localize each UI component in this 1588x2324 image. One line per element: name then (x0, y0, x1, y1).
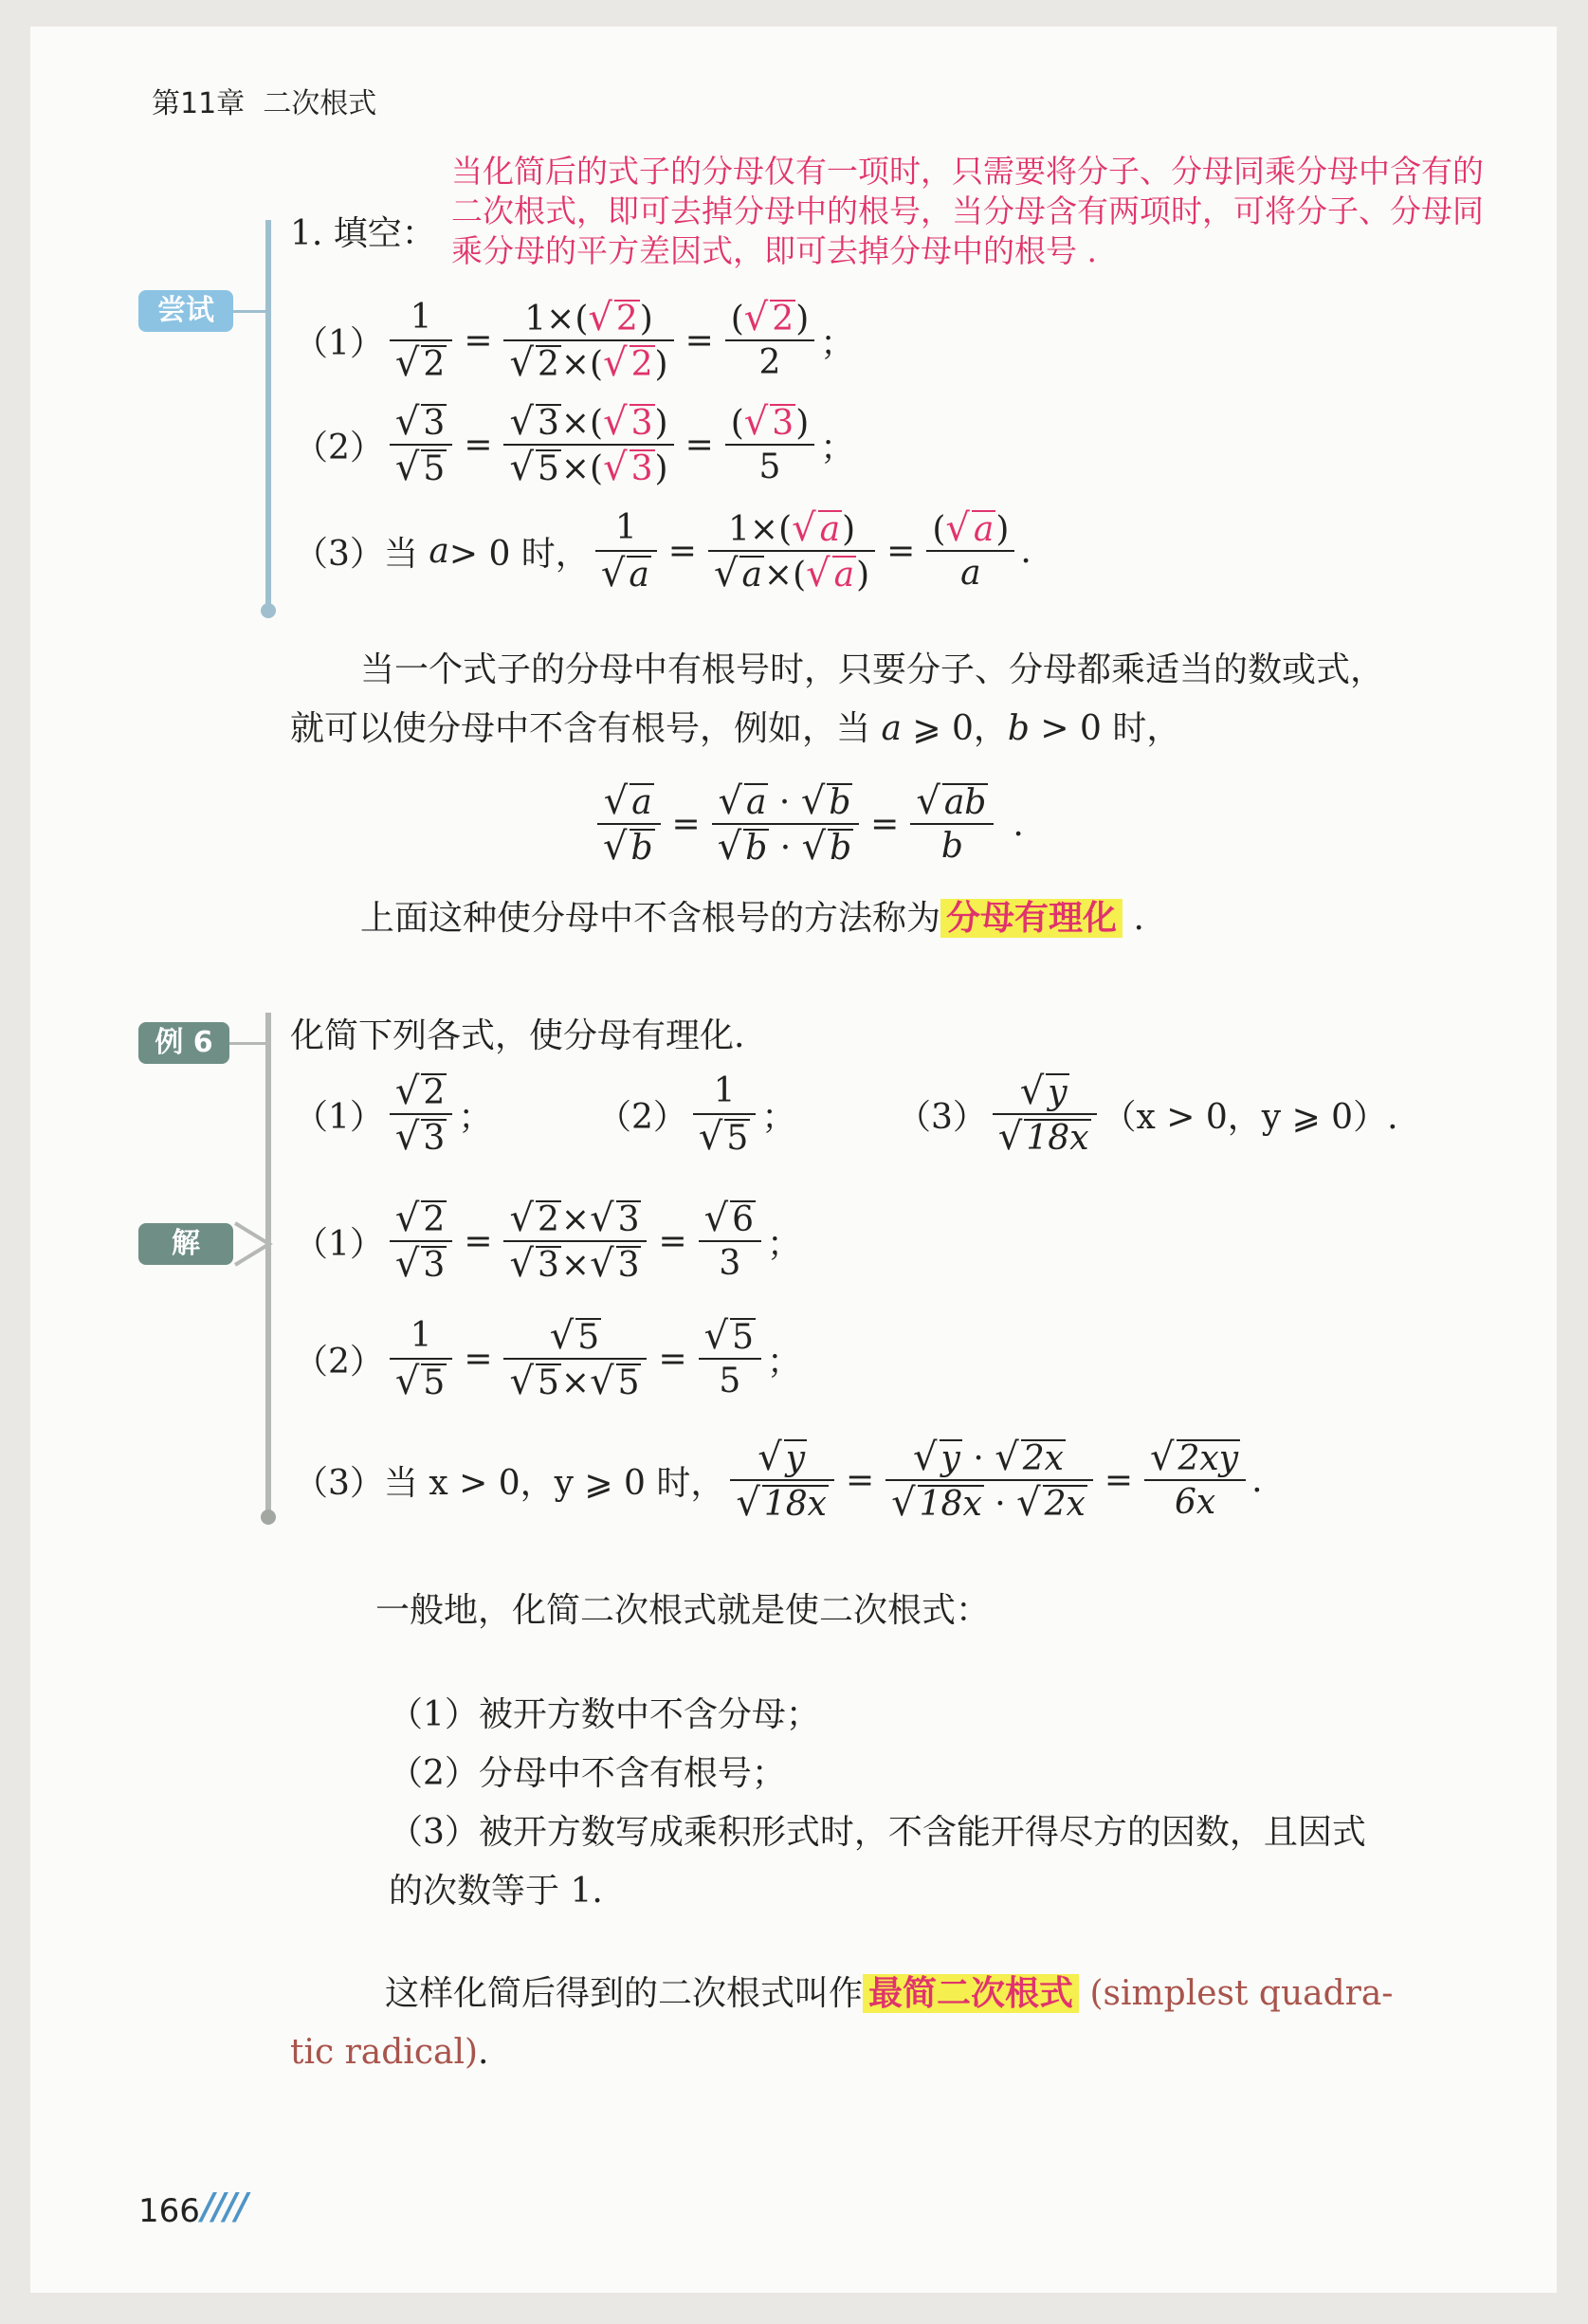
example-tag: 例 6 (138, 1022, 229, 1064)
chapter-number: 第11章 (152, 87, 246, 120)
try-line-end-dot (261, 603, 276, 618)
chapter-header (152, 80, 376, 121)
rule-1: （1）被开方数中不含分母； (389, 1695, 820, 1734)
try-item-3: （3） 当 a > 0 时， $\frac{1}{√ a}$ = $\frac{1\times(√ a)}{√ a\times(√ a)}$ = $\frac{(√ a)}{a}$ . (294, 506, 1031, 595)
general-intro: 一般地，化简二次根式就是使二次根式： (375, 1591, 991, 1630)
definition-line-1: 这样化简后得到的二次根式叫作 最简二次根式 (simplest quadra- (385, 1974, 1394, 2013)
term-simplest-radical: 最简二次根式 (863, 1974, 1079, 2013)
definition-line-2: tic radical). (290, 2033, 489, 2072)
solution-2: （2） $\frac{1}{√ 5}$ = $\frac{√ 5}{√ 5\times√ 5}$ = $\frac{√ 5}{5}$ ； (294, 1314, 802, 1403)
try-vertical-line (265, 220, 271, 609)
page-number: 166 (138, 2192, 200, 2230)
example-question-2: （2） $\frac{1}{√ 5}$ ； (597, 1071, 796, 1159)
example-question-3: （3） $\frac{√ y}{√ 18x}$ （x > 0，y ⩾ 0）. (897, 1070, 1398, 1159)
paragraph-1-line-2: 就可以使分母中不含有根号，例如，当 a ⩾ 0，b > 0 时， (290, 709, 1181, 748)
margin-annotation: 当化简后的式子的分母仅有一项时，只需要将分子、分母同乘分母中含有的二次根式，即可去掉分母中的根号，当分母含有两项时，可将分子、分母同乘分母的平方差因式，即可去掉分母中的根号 . (451, 153, 1484, 269)
formula-rationalize: $\frac{√ a}{√ b}$ = $\frac{√ a \cdot √ b}{√ b \cdot √ b}$ = $\frac{√ ab}{b}$ . (592, 779, 1024, 869)
term-rationalize-denominator: 分母有理化 (940, 899, 1123, 938)
rule-3-line-1: （3）被开方数写成乘积形式时，不含能开得尽方的因数，且因式 (389, 1813, 1366, 1852)
example-prompt: 化简下列各式，使分母有理化. (290, 1016, 745, 1055)
solution-3: （3） 当 x > 0，y ⩾ 0 时， $\frac{√ y}{√ 18x}$ = $\frac{√ y \cdot √ 2x}{√ 18x \cdot √ 2x}$ = $\frac{√ 2xy}{6x}$ . (294, 1436, 1263, 1525)
example-question-1: （1） $\frac{√ 2}{√ 3}$ ； (294, 1070, 493, 1159)
try-item-2: （2） $\frac{√ 3}{√ 5}$ = $\frac{√ 3\times(√ 3)}{√ 5\times(√ 3)}$ = $\frac{(√ 3)}{5}$ ； (294, 400, 855, 489)
solution-1: （1） $\frac{√ 2}{√ 3}$ = $\frac{√ 2\times√ 3}{√ 3\times√ 3}$ = $\frac{√ 6}{3}$ ； (294, 1197, 802, 1286)
paragraph-1-line-1: 当一个式子的分母中有根号时，只要分子、分母都乘适当的数或式， (360, 650, 1385, 689)
rule-2: （2）分母中不含有根号； (389, 1754, 786, 1793)
try-tag: 尝试 (138, 290, 233, 332)
solution-tag: 解 (138, 1223, 233, 1265)
chapter-title: 二次根式 (263, 87, 377, 120)
solution-arrow-icon (233, 1220, 279, 1268)
try-item-1: （1） $\frac{1}{√ 2}$ = $\frac{1\times(√ 2)}{√ 2\times(√ 2)}$ = $\frac{(√ 2)}{2}$ ； (294, 296, 855, 385)
example-line-end-dot (261, 1510, 276, 1525)
try-tag-connector (233, 310, 267, 313)
try-prompt: 1. 填空： (290, 214, 436, 253)
rule-3-line-2: 的次数等于 1. (389, 1872, 603, 1911)
paragraph-2: 上面这种使分母中不含根号的方法称为 分母有理化 . (360, 899, 1144, 938)
example-tag-connector (229, 1042, 267, 1045)
page-decoration-slashes: //// (201, 2185, 246, 2227)
